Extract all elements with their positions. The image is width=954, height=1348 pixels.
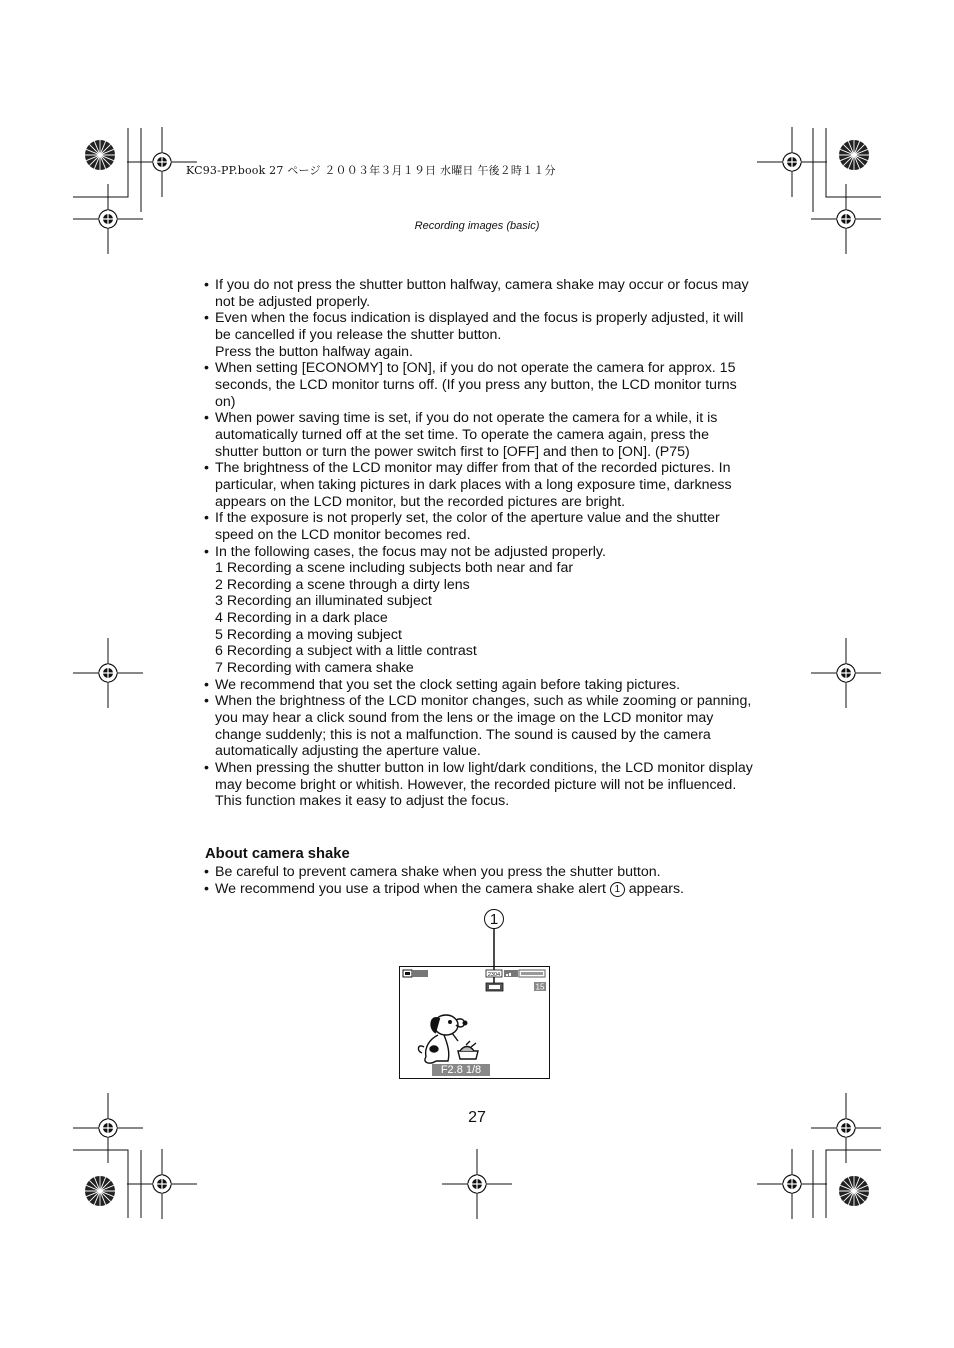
- note-item: [204, 677, 754, 694]
- note-text: We recommend that you set the clock setting again before taking pictures.: [215, 676, 681, 693]
- notes-list: [204, 277, 754, 810]
- note-item: [204, 310, 754, 360]
- focus-case-2: 2 Recording a scene through a dirty lens: [215, 576, 470, 593]
- note-item: [204, 510, 754, 543]
- note-text: When the brightness of the LCD monitor changes, such as while zooming or panning, you may hear a click sound from the lens or the image on the LCD monitor may change suddenly; this is not a malfunction. The sound is caused by the camera automatically adjusting the aperture value.: [215, 693, 752, 760]
- shake-text-after: appears.: [624, 881, 684, 897]
- note-text: When power saving time is set, if you do not operate the camera for a while, it is automatically turned off at the set time. To operate the camera again, press the shutter button or turn the power switch first to [OFF] and then to [ON]. (P75): [215, 410, 718, 460]
- running-head: Recording images (basic): [414, 220, 540, 232]
- note-text: In the following cases, the focus may not be adjusted properly.: [215, 543, 606, 560]
- lcd-screen: [400, 967, 549, 1078]
- note-item: [204, 277, 754, 310]
- section-title: About camera shake: [205, 846, 350, 862]
- note-item: [204, 693, 754, 760]
- camera-shake-list: [204, 864, 764, 898]
- picture-size-label: 2304: [487, 972, 501, 978]
- note-text: The brightness of the LCD monitor may differ from that of the recorded pictures. In particular, when taking pictures in dark places with a long exposure time, darkness appears on the LCD monitor, but the recorded pictures are bright.: [215, 460, 732, 510]
- shake-item: [204, 864, 764, 881]
- shake-text-before: We recommend you use a tripod when the camera shake alert: [215, 881, 610, 897]
- note-text: When setting [ECONOMY] to [ON], if you do not operate the camera for approx. 15 seconds, the LCD monitor turns off. (If you press any button, the LCD monitor turns on): [215, 360, 737, 410]
- focus-case-7: 7 Recording with camera shake: [215, 660, 414, 677]
- dog-illustration: [418, 1015, 478, 1063]
- note-item: [204, 760, 754, 810]
- note-item: [204, 360, 754, 410]
- note-text: If you do not press the shutter button halfway, camera shake may occur or focus may not be adjusted properly.: [215, 277, 749, 310]
- page-number: 27: [468, 1109, 486, 1126]
- note-text: When pressing the shutter button in low light/dark conditions, the LCD monitor display may become bright or whitish. However, the recorded picture will not be influenced. This function makes it easy to adjust the focus.: [215, 760, 753, 810]
- note-item: [204, 544, 754, 677]
- focus-case-6: 6 Recording a subject with a little contrast: [215, 643, 477, 660]
- note-subline: Press the button halfway again.: [215, 343, 413, 360]
- shake-item: [204, 881, 764, 898]
- note-text: Even when the focus indication is displayed and the focus is properly adjusted, it will be cancelled if you release the shutter button.: [215, 310, 744, 343]
- focus-case-3: 3 Recording an illuminated subject: [215, 593, 432, 610]
- shake-text: Be careful to prevent camera shake when you press the shutter button.: [215, 864, 661, 880]
- focus-case-4: 4 Recording in a dark place: [215, 610, 388, 627]
- aperture-shutter-readout: F2.8 1/8: [432, 1064, 490, 1076]
- flash-mode-icon: [412, 970, 428, 977]
- note-item: [204, 460, 754, 510]
- lcd-monitor-illustration: [399, 966, 550, 1079]
- note-item: [204, 410, 754, 460]
- shots-remaining: 15: [535, 982, 545, 992]
- focus-case-5: 5 Recording a moving subject: [215, 626, 402, 643]
- focus-case-1: 1 Recording a scene including subjects both near and far: [215, 560, 574, 577]
- callout-marker-inline: 1: [610, 882, 625, 897]
- callout-number: 1: [484, 909, 504, 929]
- print-header: KC93-PP.book 27 ページ ２００３年３月１９日 水曜日 午後２時１１分: [186, 164, 556, 177]
- note-text: If the exposure is not properly set, the color of the aperture value and the shutter speed on the LCD monitor becomes red.: [215, 510, 720, 543]
